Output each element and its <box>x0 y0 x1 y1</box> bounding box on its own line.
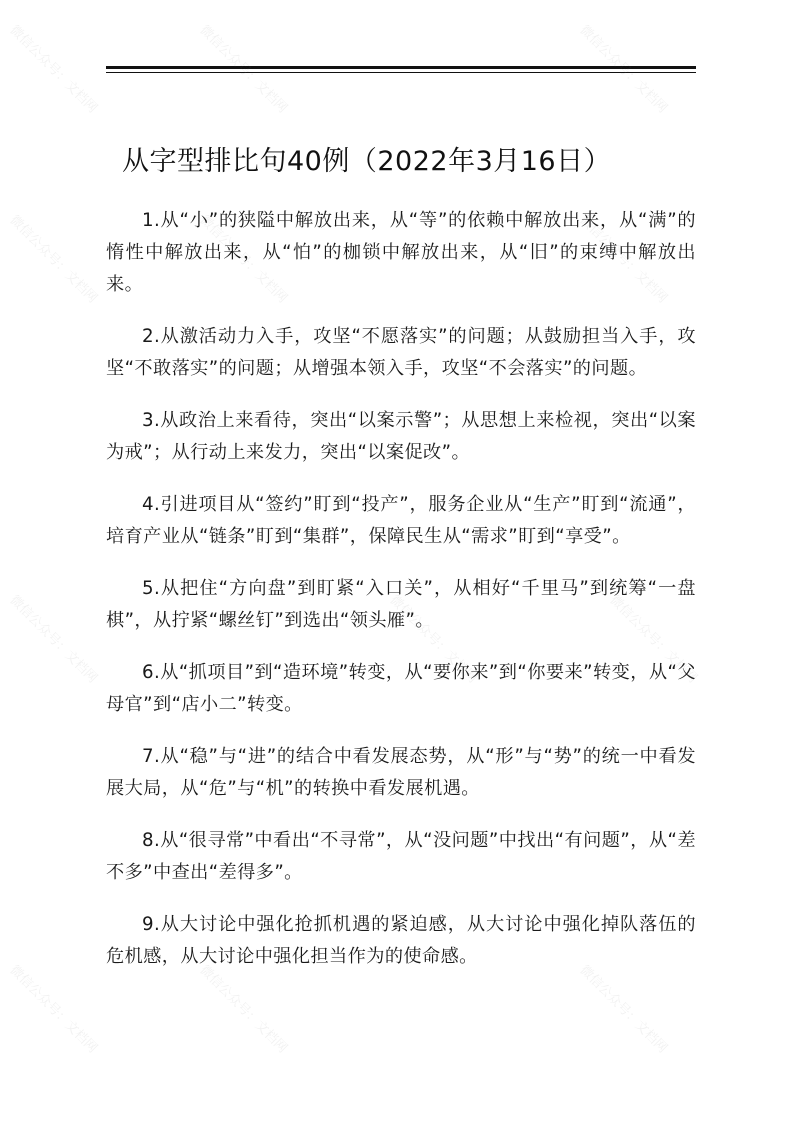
paragraph-5: 5.从把住“方向盘”到盯紧“入口关”，从相好“千里马”到统筹“一盘棋”，从拧紧“螺丝钉”到选出“领头雁”。 <box>106 578 696 631</box>
watermark-text: 微信公众号：文档网 <box>6 212 100 307</box>
watermark-text: 微信公众号：文档网 <box>196 962 290 1057</box>
paragraph-8: 8.从“很寻常”中看出“不寻常”，从“没问题”中找出“有问题”，从“差不多”中查出“差得多”。 <box>106 830 696 883</box>
paragraph-2: 2.从激活动力入手，攻坚“不愿落实”的问题；从鼓励担当入手，攻坚“不敢落实”的问题；从增强本领入手，攻坚“不会落实”的问题。 <box>106 326 696 379</box>
header-rule-thick <box>106 66 696 69</box>
paragraph-7: 7.从“稳”与“进”的结合中看发展态势，从“形”与“势”的统一中看发展大局，从“危”与“机”的转换中看发展机遇。 <box>106 746 696 799</box>
watermark-text: 微信公众号：文档网 <box>386 592 480 687</box>
watermark-text: 微信公众号：文档网 <box>606 592 700 687</box>
watermark-text: 微信公众号：文档网 <box>6 962 100 1057</box>
watermark-text: 微信公众号：文档网 <box>196 212 290 307</box>
header-rule-thin <box>106 72 696 73</box>
paragraph-9: 9.从大讨论中强化抢抓机遇的紧迫感，从大讨论中强化掉队落伍的危机感，从大讨论中强化担当作为的使命感。 <box>106 914 696 967</box>
watermark-text: 微信公众号：文档网 <box>6 22 100 117</box>
document-body <box>106 205 696 993</box>
watermark-text: 微信公众号：文档网 <box>196 22 290 117</box>
paragraph-3: 3.从政治上来看待，突出“以案示警”；从思想上来检视，突出“以案为戒”；从行动上来发力，突出“以案促改”。 <box>106 410 696 463</box>
paragraph-6: 6.从“抓项目”到“造环境”转变，从“要你来”到“你要来”转变，从“父母官”到“店小二”转变。 <box>106 662 696 715</box>
paragraph-4: 4.引进项目从“签约”盯到“投产”，服务企业从“生产”盯到“流通”，培育产业从“链条”盯到“集群”，保障民生从“需求”盯到“享受”。 <box>106 494 696 547</box>
watermark-text: 微信公众号：文档网 <box>576 22 670 117</box>
watermark-text: 微信公众号：文档网 <box>576 962 670 1057</box>
watermark-text: 微信公众号：文档网 <box>576 212 670 307</box>
document-title: 从字型排比句40例（2022年3月16日） <box>122 146 612 177</box>
watermark-text: 微信公众号：文档网 <box>6 592 100 687</box>
paragraph-1: 1.从“小”的狭隘中解放出来，从“等”的依赖中解放出来，从“满”的惰性中解放出来，从“怕”的枷锁中解放出来，从“旧”的束缚中解放出来。 <box>106 210 696 295</box>
